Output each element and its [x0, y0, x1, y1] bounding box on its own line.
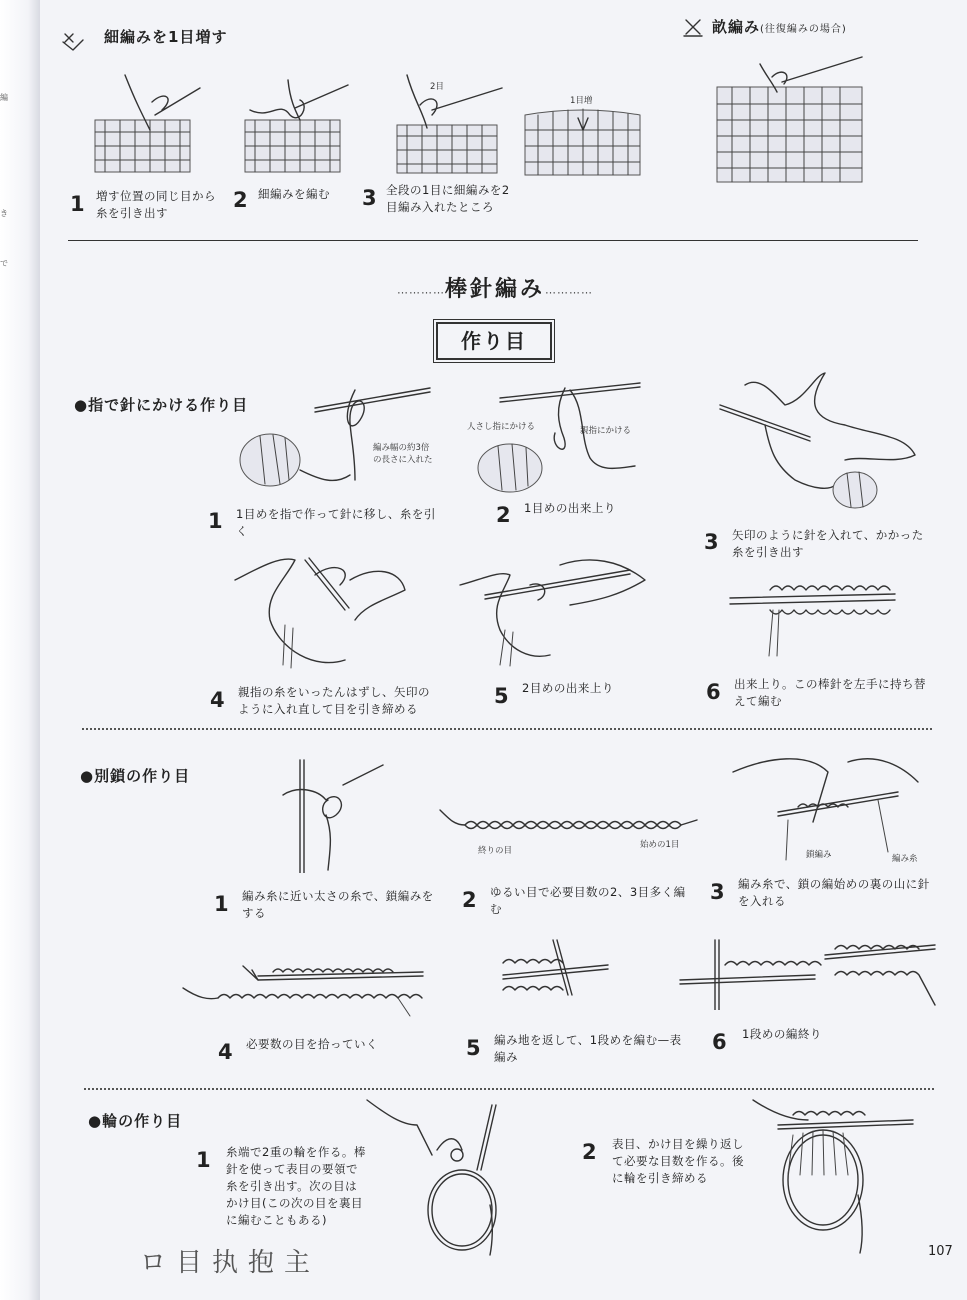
finger-step3-illustration — [715, 365, 920, 520]
chain-step3-illustration — [728, 742, 923, 864]
spine-mark: き — [0, 209, 8, 218]
ring-step1-illustration — [362, 1095, 512, 1257]
finger-step1-caption: 1目めを指で作って針に移し、糸を引く — [236, 507, 436, 538]
finger-step6-caption: 出来上り。この棒針を左手に持ち替えて編む — [734, 677, 926, 708]
finger-step4-caption: 親指の糸をいったんはずし、矢印のように入れ直して目を引き締める — [238, 685, 430, 716]
chain-step5-illustration — [498, 935, 613, 1007]
finger-step5-caption: 2目めの出来上り — [522, 681, 614, 695]
ridge-heading — [712, 16, 847, 37]
two-stitches-label: 2目 — [430, 82, 444, 92]
step-number: 3 — [362, 186, 377, 210]
chain-step6-illustration — [675, 935, 940, 1010]
index-finger-label: 人さし指にかける — [467, 422, 536, 432]
chain-step1-caption: 編み糸に近い太さの糸で、鎖編みをする — [242, 889, 434, 920]
chain-step2-caption: ゆるい目で必要目数の2、3目多く編む — [490, 885, 686, 916]
step-number: 2 — [462, 888, 477, 912]
step-number: 4 — [218, 1040, 233, 1064]
step-number: 2 — [233, 188, 248, 212]
ring-step1-caption: 糸端で2重の輪を作る。棒針を使って表目の要領で糸を引き出す。次の目はかけ目(この次の目を裏目に編むこともある) — [226, 1145, 366, 1227]
step-number: 5 — [466, 1036, 481, 1060]
increase-step2-illustration — [240, 70, 355, 180]
start-stitch-label: 始めの1目 — [640, 840, 680, 850]
page-number: 107 — [928, 1244, 953, 1259]
increase-step3-caption: 全段の1目に細編みを2目編み入れたところ — [386, 183, 510, 214]
thumb-label: 親指にかける — [580, 426, 632, 436]
bottom-bleed-text: ロ目执抱主 — [140, 1248, 321, 1278]
increase-result-illustration — [520, 100, 645, 182]
step-number: 5 — [494, 684, 509, 708]
chain-step1-illustration — [278, 755, 388, 873]
step-number: 1 — [196, 1148, 211, 1172]
step-number: 2 — [582, 1140, 597, 1164]
cast-on-title: 作り目 — [436, 322, 552, 360]
ridge-symbol-icon — [682, 16, 704, 38]
knitting-title — [330, 272, 660, 303]
chain-step4-caption: 必要数の目を拾っていく — [246, 1037, 378, 1051]
chain-cast-on-heading: ●別鎖の作り目 — [80, 767, 191, 785]
section-divider — [82, 728, 932, 730]
knitting-title-text: 棒針編み — [444, 277, 545, 302]
spine-mark: 編 — [0, 93, 8, 102]
page-spine — [0, 0, 40, 1300]
step-number: 6 — [706, 680, 721, 704]
length-note-label: 編み幅の約3倍の長さに入れた — [373, 443, 433, 465]
chain-stitch-label: 鎖編み — [806, 850, 832, 860]
ridge-title: 畝編み — [712, 18, 761, 36]
step-number: 2 — [496, 503, 511, 527]
increase-step1-caption: 増す位置の同じ目から糸を引き出す — [96, 189, 216, 220]
increase-step1-illustration — [90, 70, 205, 180]
increase-symbol-icon — [62, 30, 84, 52]
end-stitch-label: 終りの目 — [478, 846, 513, 856]
increase-step3-illustration — [392, 70, 507, 180]
title-trail-dots: ………… — [545, 283, 593, 297]
step-number: 1 — [214, 892, 229, 916]
step-number: 1 — [208, 509, 223, 533]
finger-step5-illustration — [450, 550, 650, 668]
step-number: 1 — [70, 192, 85, 216]
chain-step6-caption: 1段めの編終り — [742, 1027, 822, 1041]
chain-step2-illustration — [435, 800, 700, 840]
increase-heading: 細編みを1目増す — [104, 28, 228, 46]
spine-mark: で — [0, 259, 8, 268]
finger-step3-caption: 矢印のように針を入れて、かかった糸を引き出す — [732, 528, 924, 559]
finger-step4-illustration — [225, 550, 410, 675]
chain-step4-illustration — [178, 958, 430, 1018]
ring-cast-on-heading: ●輪の作り目 — [88, 1112, 183, 1130]
finger-step2-illustration — [460, 378, 650, 498]
step-number: 3 — [704, 530, 719, 554]
title-lead-dots: ………… — [396, 283, 445, 297]
ring-step2-caption: 表目、かけ目を繰り返して必要な目数を作る。後に輪を引き締める — [612, 1137, 744, 1185]
ring-step2-illustration — [748, 1095, 918, 1255]
section-divider — [68, 240, 918, 241]
finger-step6-illustration — [725, 578, 900, 658]
finger-step2-caption: 1目めの出来上り — [524, 501, 616, 515]
chain-step5-caption: 編み地を返して、1段めを編む—表編み — [494, 1033, 682, 1064]
finger-cast-on-heading: ●指で針にかける作り目 — [74, 396, 249, 414]
step-number: 4 — [210, 688, 225, 712]
increase-step2-caption: 細編みを編む — [258, 187, 330, 201]
chain-step3-caption: 編み糸で、鎖の編始めの裏の山に針を入れる — [738, 877, 930, 908]
one-increase-label: 1目増 — [570, 96, 593, 106]
ridge-note: (往復編みの場合) — [760, 24, 847, 35]
step-number: 3 — [710, 880, 725, 904]
section-divider — [84, 1088, 934, 1090]
working-yarn-label: 編み糸 — [892, 854, 918, 864]
ridge-stitch-illustration — [712, 52, 870, 187]
step-number: 6 — [712, 1030, 727, 1054]
